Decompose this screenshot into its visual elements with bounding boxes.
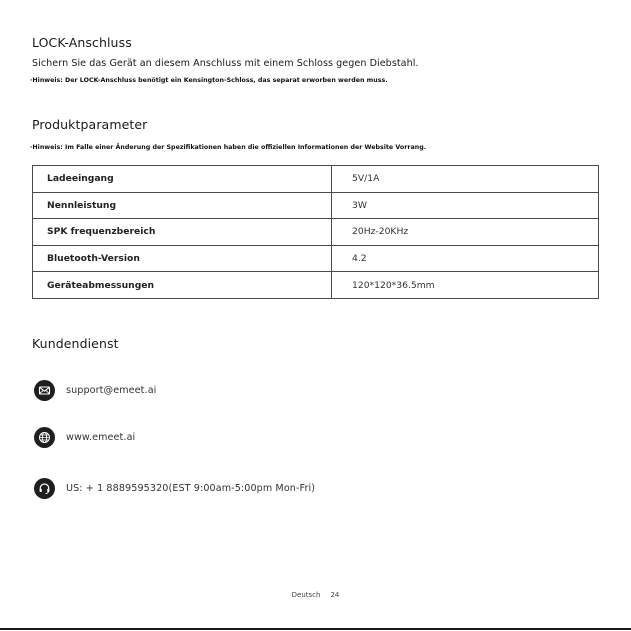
contact-phone-text[interactable]: US: + 1 8889595320(EST 9:00am-5:00pm Mon-Fri) [66, 482, 316, 494]
service-section-title: Kundendienst [32, 336, 119, 351]
lock-section-text: Sichern Sie das Gerät an diesem Anschluss mit einem Schloss gegen Diebstahl. [32, 58, 419, 69]
spec-label: Bluetooth-Version [33, 245, 332, 272]
spec-label: SPK frequenzbereich [33, 219, 332, 246]
spec-value: 4.2 [332, 245, 599, 272]
table-row [33, 166, 599, 193]
spec-label: Ladeeingang [33, 166, 332, 193]
contact-email [34, 379, 156, 401]
spec-label: Geräteabmessungen [33, 272, 332, 299]
lock-section-note: ·Hinweis: Der LOCK-Anschluss benötigt ein Kensington-Schloss, das separat erworben werden muss. [30, 77, 388, 84]
globe-icon [34, 427, 55, 448]
table-row [33, 192, 599, 219]
specs-table [32, 165, 599, 299]
spec-value: 120*120*36.5mm [332, 272, 599, 299]
lock-section-title: LOCK-Anschluss [32, 35, 132, 50]
spec-value: 3W [332, 192, 599, 219]
spec-value: 5V/1A [332, 166, 599, 193]
table-row [33, 245, 599, 272]
contact-phone [34, 477, 315, 499]
page-footer [0, 591, 631, 599]
contact-email-text[interactable]: support@emeet.ai [66, 384, 157, 396]
spec-label: Nennleistung [33, 192, 332, 219]
headset-icon [34, 478, 55, 499]
contact-website [34, 426, 135, 448]
page-number: 24 [330, 591, 340, 599]
table-row [33, 272, 599, 299]
footer-language: Deutsch [291, 591, 321, 599]
contact-website-text[interactable]: www.emeet.ai [66, 431, 136, 443]
product-section-note: ·Hinweis: Im Falle einer Änderung der Spezifikationen haben die offiziellen Informationen der Website Vorrang. [30, 144, 427, 151]
product-section-title: Produktparameter [32, 117, 148, 132]
email-icon [34, 380, 55, 401]
bottom-divider [0, 628, 631, 630]
spec-value: 20Hz-20KHz [332, 219, 599, 246]
table-row [33, 219, 599, 246]
